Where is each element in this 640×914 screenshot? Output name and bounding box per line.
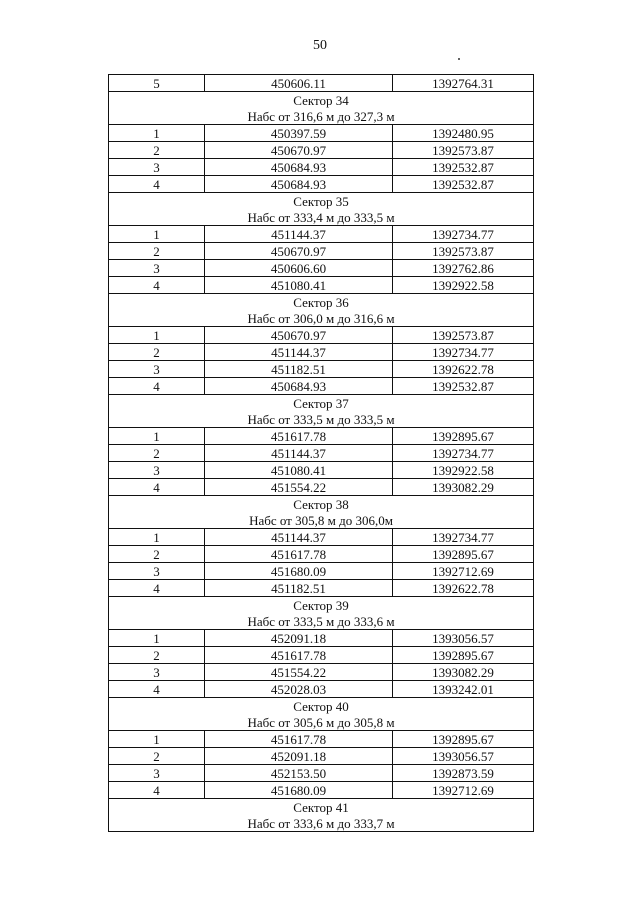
point-number: 5 [109, 75, 205, 92]
table-row [109, 748, 534, 765]
coord-y: 1392922.58 [393, 462, 534, 479]
table-row [109, 630, 534, 647]
point-number: 1 [109, 630, 205, 647]
sector-title-row [109, 294, 534, 311]
coord-y: 1392734.77 [393, 445, 534, 462]
table-row [109, 782, 534, 799]
sector-range-row [109, 108, 534, 125]
coord-y: 1392532.87 [393, 378, 534, 395]
point-number: 1 [109, 428, 205, 445]
coord-x: 450606.60 [205, 260, 393, 277]
point-number: 3 [109, 563, 205, 580]
coord-x: 450397.59 [205, 125, 393, 142]
coord-y: 1393056.57 [393, 630, 534, 647]
table-row [109, 479, 534, 496]
coord-x: 451554.22 [205, 479, 393, 496]
coord-y: 1392922.58 [393, 277, 534, 294]
sector-range-row [109, 815, 534, 832]
coord-y: 1392622.78 [393, 361, 534, 378]
coord-x: 451182.51 [205, 580, 393, 597]
table-row [109, 361, 534, 378]
sector-title: Сектор 34 [109, 92, 534, 109]
point-number: 4 [109, 782, 205, 799]
sector-title-row [109, 799, 534, 816]
sector-title: Сектор 40 [109, 698, 534, 715]
point-number: 3 [109, 462, 205, 479]
point-number: 2 [109, 445, 205, 462]
sector-range-row [109, 310, 534, 327]
coordinates-table [108, 74, 534, 832]
point-number: 2 [109, 344, 205, 361]
coord-y: 1392622.78 [393, 580, 534, 597]
coord-x: 451144.37 [205, 445, 393, 462]
coord-x: 450684.93 [205, 176, 393, 193]
point-number: 2 [109, 243, 205, 260]
coord-y: 1392895.67 [393, 428, 534, 445]
sector-title: Сектор 36 [109, 294, 534, 311]
sector-title-row [109, 698, 534, 715]
table-row [109, 546, 534, 563]
coord-y: 1393056.57 [393, 748, 534, 765]
sector-title: Сектор 41 [109, 799, 534, 816]
coord-y: 1392895.67 [393, 647, 534, 664]
table-row [109, 142, 534, 159]
coord-y: 1392734.77 [393, 529, 534, 546]
coord-x: 450606.11 [205, 75, 393, 92]
sector-range: Набс от 305,8 м до 306,0м [109, 512, 534, 529]
coord-x: 451617.78 [205, 731, 393, 748]
table-row [109, 765, 534, 782]
point-number: 1 [109, 226, 205, 243]
coord-x: 452091.18 [205, 748, 393, 765]
coord-x: 451617.78 [205, 647, 393, 664]
coord-x: 451617.78 [205, 428, 393, 445]
point-number: 2 [109, 142, 205, 159]
coord-x: 450670.97 [205, 327, 393, 344]
coord-x: 451680.09 [205, 782, 393, 799]
coord-y: 1392762.86 [393, 260, 534, 277]
point-number: 3 [109, 159, 205, 176]
sector-range: Набс от 333,4 м до 333,5 м [109, 209, 534, 226]
coord-x: 452091.18 [205, 630, 393, 647]
coord-x: 451680.09 [205, 563, 393, 580]
coord-x: 451080.41 [205, 462, 393, 479]
table-row [109, 125, 534, 142]
coord-x: 451144.37 [205, 529, 393, 546]
point-number: 3 [109, 664, 205, 681]
table-row [109, 462, 534, 479]
point-number: 2 [109, 647, 205, 664]
coord-y: 1392895.67 [393, 546, 534, 563]
table-row [109, 327, 534, 344]
table-row [109, 731, 534, 748]
sector-range: Набс от 333,5 м до 333,6 м [109, 613, 534, 630]
point-number: 2 [109, 546, 205, 563]
page-number: 50 [313, 38, 327, 53]
coord-x: 450684.93 [205, 378, 393, 395]
table-row [109, 344, 534, 361]
sector-range-row [109, 411, 534, 428]
sector-range-row [109, 512, 534, 529]
coord-x: 451080.41 [205, 277, 393, 294]
point-number: 4 [109, 277, 205, 294]
table-row [109, 664, 534, 681]
sector-range: Набс от 306,0 м до 316,6 м [109, 310, 534, 327]
table-row [109, 277, 534, 294]
sector-range-row [109, 714, 534, 731]
coord-x: 451554.22 [205, 664, 393, 681]
point-number: 1 [109, 529, 205, 546]
coord-x: 450684.93 [205, 159, 393, 176]
coord-y: 1392480.95 [393, 125, 534, 142]
coord-x: 451144.37 [205, 226, 393, 243]
coord-y: 1392734.77 [393, 344, 534, 361]
coord-y: 1392895.67 [393, 731, 534, 748]
sector-title-row [109, 193, 534, 210]
coord-x: 451144.37 [205, 344, 393, 361]
point-number: 3 [109, 260, 205, 277]
table-row [109, 159, 534, 176]
coord-y: 1392712.69 [393, 563, 534, 580]
scan-dot [458, 58, 460, 60]
coord-x: 451617.78 [205, 546, 393, 563]
coord-y: 1392734.77 [393, 226, 534, 243]
coord-x: 452153.50 [205, 765, 393, 782]
sector-range: Набс от 305,6 м до 305,8 м [109, 714, 534, 731]
sector-title: Сектор 39 [109, 597, 534, 614]
coord-x: 450670.97 [205, 142, 393, 159]
table-row [109, 226, 534, 243]
coord-y: 1392712.69 [393, 782, 534, 799]
sector-title-row [109, 496, 534, 513]
sector-range: Набс от 316,6 м до 327,3 м [109, 108, 534, 125]
point-number: 3 [109, 765, 205, 782]
table-row [109, 260, 534, 277]
coord-y: 1392573.87 [393, 243, 534, 260]
table-row [109, 580, 534, 597]
point-number: 2 [109, 748, 205, 765]
coord-y: 1393242.01 [393, 681, 534, 698]
point-number: 4 [109, 681, 205, 698]
sector-title-row [109, 395, 534, 412]
sector-title: Сектор 35 [109, 193, 534, 210]
table-row [109, 75, 534, 92]
sector-range-row [109, 613, 534, 630]
table-row [109, 445, 534, 462]
point-number: 3 [109, 361, 205, 378]
coord-y: 1392764.31 [393, 75, 534, 92]
coord-y: 1392573.87 [393, 327, 534, 344]
coord-x: 450670.97 [205, 243, 393, 260]
coord-y: 1393082.29 [393, 664, 534, 681]
coord-y: 1392532.87 [393, 159, 534, 176]
coord-y: 1393082.29 [393, 479, 534, 496]
coord-y: 1392873.59 [393, 765, 534, 782]
table-row [109, 428, 534, 445]
point-number: 1 [109, 327, 205, 344]
point-number: 4 [109, 378, 205, 395]
sector-title-row [109, 597, 534, 614]
point-number: 4 [109, 479, 205, 496]
table-row [109, 563, 534, 580]
table-row [109, 176, 534, 193]
point-number: 4 [109, 580, 205, 597]
sector-title-row [109, 92, 534, 109]
table-row [109, 378, 534, 395]
sector-title: Сектор 38 [109, 496, 534, 513]
table-row [109, 681, 534, 698]
coord-y: 1392573.87 [393, 142, 534, 159]
sector-range: Набс от 333,6 м до 333,7 м [109, 815, 534, 832]
point-number: 1 [109, 125, 205, 142]
coord-x: 451182.51 [205, 361, 393, 378]
sector-range: Набс от 333,5 м до 333,5 м [109, 411, 534, 428]
table-row [109, 647, 534, 664]
coord-y: 1392532.87 [393, 176, 534, 193]
sector-title: Сектор 37 [109, 395, 534, 412]
sector-range-row [109, 209, 534, 226]
table-row [109, 529, 534, 546]
point-number: 1 [109, 731, 205, 748]
point-number: 4 [109, 176, 205, 193]
coord-x: 452028.03 [205, 681, 393, 698]
table-row [109, 243, 534, 260]
